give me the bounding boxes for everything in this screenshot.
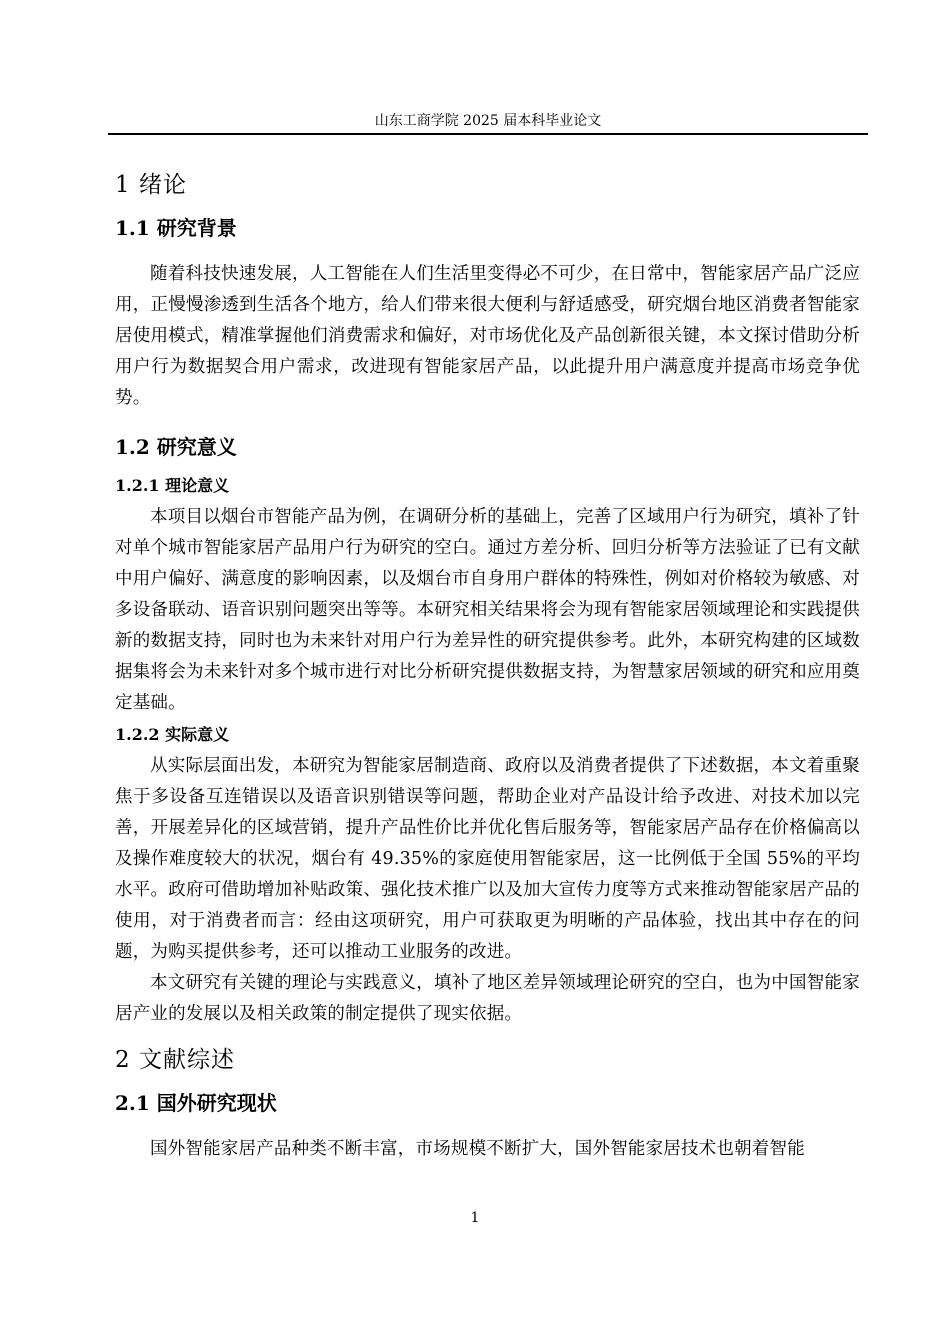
section-2-1-paragraph: 国外智能家居产品种类不断丰富，市场规模不断扩大，国外智能家居技术也朝着智能 bbox=[150, 1139, 805, 1159]
section-2-1-title: 2.1 国外研究现状 bbox=[115, 1091, 277, 1115]
header-rule bbox=[108, 133, 868, 135]
section-1-2-title: 1.2 研究意义 bbox=[115, 435, 237, 459]
section-1-2-1-title: 1.2.1 理论意义 bbox=[115, 476, 230, 495]
section-1-2-1-paragraph: 本项目以烟台市智能产品为例，在调研分析的基础上，完善了区域用户行为研究，填补了针对单个城市智能家居产品用户行为研究的空白。通过方差分析、回归分析等方法验证了已有文献中用户偏好、满意度的影响因素，以及烟台市自身用户群体的特殊性，例如对价格较为敏感、对多设备联动、语音识别问题突出等等。本研究相关结果将会为现有智能家居领域理论和实践提供新的数据支持，同时也为未来针对用户行为差异性的研究提供参考。此外，本研究构建的区域数据集将会为未来针对多个城市进行对比分析研究提供数据支持，为智慧家居领域的研究和应用奠定基础。 bbox=[115, 507, 860, 713]
section-1-2-2-title: 1.2.2 实际意义 bbox=[115, 725, 230, 744]
section-1-2-2-paragraph-2: 本文研究有关键的理论与实践意义，填补了地区差异领域理论研究的空白，也为中国智能家居产业的发展以及相关政策的制定提供了现实依据。 bbox=[115, 973, 860, 1024]
chapter-1-title: 1 绪论 bbox=[115, 172, 187, 198]
section-1-2-2-paragraph-1: 从实际层面出发，本研究为智能家居制造商、政府以及消费者提供了下述数据，本文着重聚焦于多设备互连错误以及语音识别错误等问题，帮助企业对产品设计给予改进、对技术加以完善，开展差异化的区域营销，提升产品性价比并优化售后服务等，智能家居产品存在价格偏高以及操作难度较大的状况，烟台有 49.35%的家庭使用智能家居，这一比例低于全国 55%的平均水平。政府可借助增加补贴政策、强化技术推广以及加大宣传力度等方式来推动智能家居产品的使用，对于消费者而言：经由这项研究，用户可获取更为明晰的产品体验，找出其中存在的问题，为购买提供参考，还可以推动工业服务的改进。 bbox=[115, 756, 860, 962]
section-1-1-title: 1.1 研究背景 bbox=[115, 216, 237, 240]
running-header: 山东工商学院 2025 届本科毕业论文 bbox=[374, 113, 602, 129]
page-number: 1 bbox=[470, 1210, 480, 1226]
chapter-2-title: 2 文献综述 bbox=[115, 1047, 235, 1073]
document-body bbox=[115, 165, 860, 1165]
section-1-1-paragraph: 随着科技快速发展，人工智能在人们生活里变得必不可少，在日常中，智能家居产品广泛应用，正慢慢渗透到生活各个地方，给人们带来很大便利与舒适感受，研究烟台地区消费者智能家居使用模式，精准掌握他们消费需求和偏好，对市场优化及产品创新很关键，本文探讨借助分析用户行为数据契合用户需求，改进现有智能家居产品，以此提升用户满意度并提高市场竞争优势。 bbox=[115, 264, 860, 408]
